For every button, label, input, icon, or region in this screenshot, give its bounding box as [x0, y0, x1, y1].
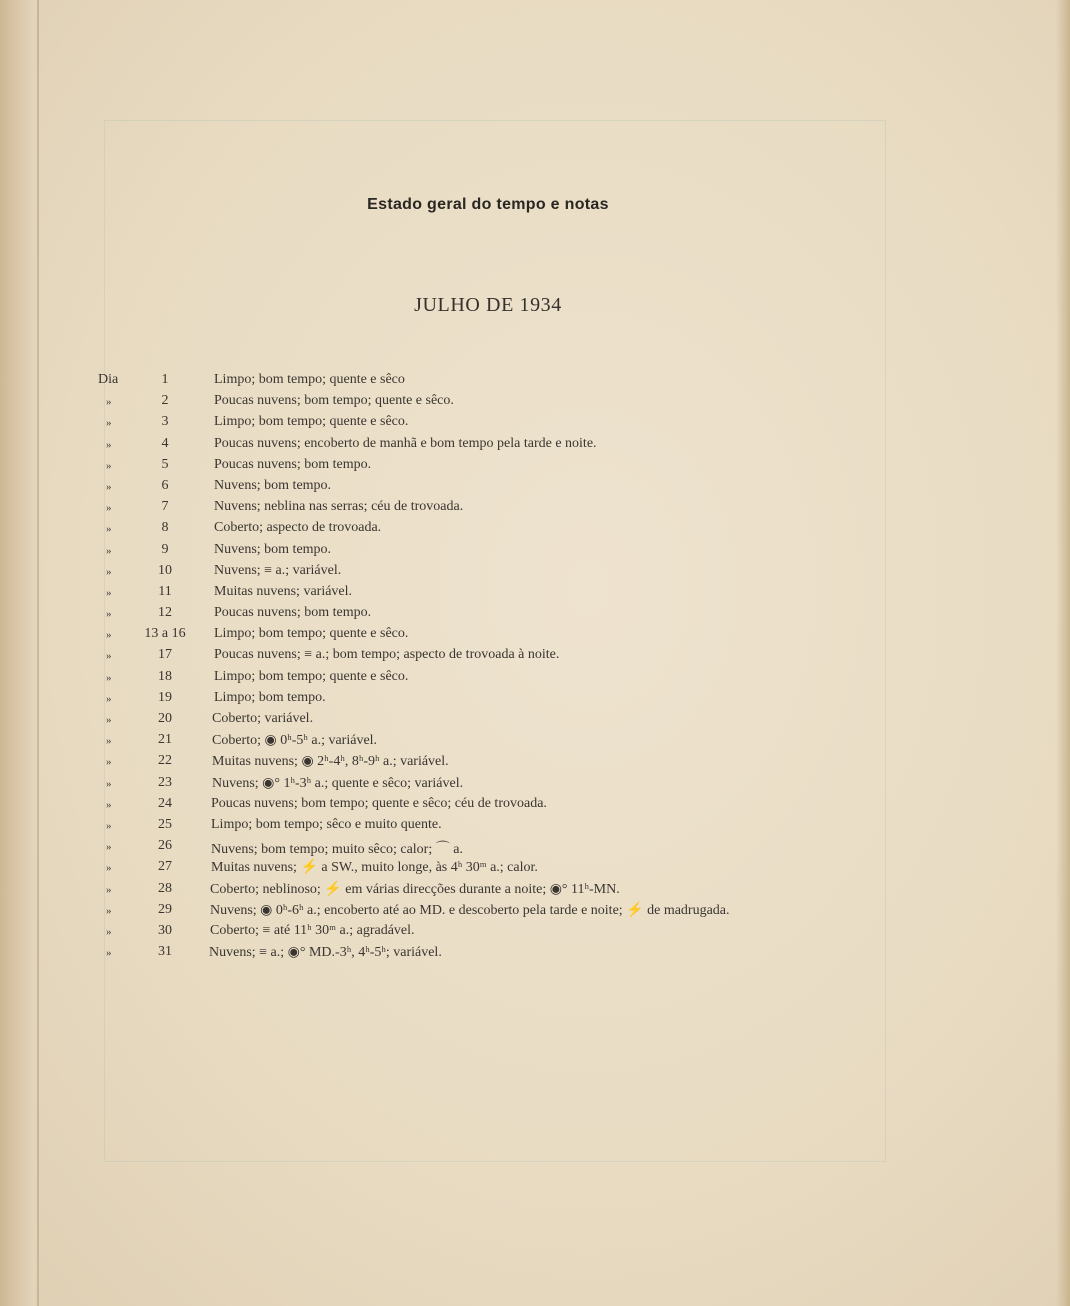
entry-day: 13 a 16 [144, 626, 186, 642]
ditto-mark: » [106, 671, 112, 684]
ditto-mark: » [106, 438, 112, 451]
entry-day: 28 [158, 880, 172, 896]
entry-text: Limpo; bom tempo. [214, 689, 326, 705]
entry-text: Poucas nuvens; ≡ a.; bom tempo; aspecto de trovoada à noite. [214, 647, 560, 663]
entry-day: 22 [158, 753, 172, 769]
entry-day: 7 [161, 499, 169, 515]
entry-day: 11 [158, 583, 172, 599]
entry-row [0, 669, 1070, 690]
page-heading: Estado geral do tempo e notas [367, 196, 609, 213]
entry-day: 10 [158, 562, 172, 578]
entry-text: Limpo; bom tempo; quente e sêco. [214, 668, 409, 684]
entry-row [0, 881, 1070, 902]
entry-day: 24 [158, 795, 172, 811]
entry-text: Nuvens; bom tempo. [214, 477, 332, 493]
ditto-mark: » [106, 608, 112, 621]
entry-day: 19 [158, 689, 172, 705]
entry-row [0, 690, 1070, 711]
entry-text: Limpo; bom tempo; sêco e muito quente. [211, 816, 442, 832]
entry-text: Poucas nuvens; bom tempo. [214, 605, 372, 621]
ditto-mark: » [106, 502, 112, 515]
entry-text: Nuvens; ≡ a.; ◉° MD.-3ʰ, 4ʰ-5ʰ; variável. [209, 945, 442, 961]
entry-day: 23 [158, 774, 172, 790]
entry-row [0, 817, 1070, 838]
entry-row [0, 436, 1070, 457]
entry-row [0, 584, 1070, 605]
entry-text: Limpo; bom tempo; quente e sêco [214, 372, 405, 387]
entry-text: Nuvens; neblina nas serras; céu de trovoada. [214, 499, 464, 515]
entry-row [0, 859, 1070, 880]
entry-day: 21 [158, 732, 172, 748]
entry-text: Nuvens; ◉° 1ʰ-3ʰ a.; quente e sêco; variável. [212, 775, 464, 791]
entry-day: 5 [161, 456, 169, 472]
entry-row [0, 796, 1070, 817]
month-title: JULHO DE 1934 [414, 294, 562, 316]
weather-entries-list [0, 372, 1070, 965]
entry-row [0, 732, 1070, 753]
ditto-mark: » [106, 883, 112, 896]
entry-row [0, 520, 1070, 541]
ditto-mark: » [106, 417, 112, 430]
ditto-mark: » [106, 480, 112, 493]
entry-row [0, 499, 1070, 520]
entry-text: Coberto; variável. [212, 711, 314, 726]
entry-day: 29 [158, 901, 172, 917]
entry-text: Limpo; bom tempo; quente e sêco. [214, 626, 409, 642]
ditto-mark: » [106, 650, 112, 663]
entry-row [0, 563, 1070, 584]
entry-text: Nuvens; bom tempo. [214, 541, 332, 557]
entry-day: 18 [158, 668, 172, 684]
entry-text: Coberto; aspecto de trovoada. [214, 520, 382, 536]
ditto-mark: » [106, 925, 112, 938]
entry-day: 17 [158, 647, 172, 663]
entry-day: 27 [158, 859, 172, 875]
entry-row [0, 775, 1070, 796]
entry-row [0, 372, 1070, 393]
entry-text: Nuvens; ≡ a.; variável. [214, 562, 342, 578]
entry-row [0, 457, 1070, 478]
entry-row [0, 838, 1070, 859]
entry-text: Coberto; ≡ até 11ʰ 30ᵐ a.; agradável. [210, 922, 415, 938]
entry-day: 8 [161, 520, 169, 536]
entry-row [0, 478, 1070, 499]
entry-day: 6 [161, 477, 169, 493]
entry-text: Muitas nuvens; ◉ 2ʰ-4ʰ, 8ʰ-9ʰ a.; variável. [212, 754, 449, 770]
entry-text: Poucas nuvens; bom tempo; quente e sêco; céu de trovoada. [211, 795, 547, 811]
entry-text: Poucas nuvens; encoberto de manhã e bom tempo pela tarde e noite. [214, 435, 597, 451]
entry-text: Coberto; ◉ 0ʰ-5ʰ a.; variável. [212, 733, 378, 749]
ditto-mark: » [106, 459, 112, 472]
ditto-mark: » [106, 565, 112, 578]
ditto-mark: » [106, 862, 112, 875]
ditto-mark: » [106, 735, 112, 748]
entry-day: 20 [158, 711, 172, 726]
ditto-mark: » [106, 396, 112, 409]
entry-text: Nuvens; bom tempo; muito sêco; calor; ⌒ a. [211, 842, 463, 858]
entry-day: 26 [158, 838, 172, 854]
entry-text: Poucas nuvens; bom tempo; quente e sêco. [214, 393, 454, 409]
entry-text: Nuvens; ◉ 0ʰ-6ʰ a.; encoberto até ao MD. e descoberto pela tarde e noite; ⚡ de madrugada. [210, 902, 730, 918]
entry-day: 30 [158, 922, 172, 938]
ditto-mark: » [106, 777, 112, 790]
entry-day: 3 [161, 414, 169, 430]
ditto-mark: » [106, 629, 112, 642]
ditto-mark: » [106, 756, 112, 769]
ditto-mark: » [106, 947, 112, 960]
entry-row [0, 393, 1070, 414]
entry-row [0, 753, 1070, 774]
entry-row [0, 711, 1070, 732]
entry-row [0, 626, 1070, 647]
entry-row [0, 902, 1070, 923]
entry-day: 31 [158, 944, 172, 960]
entry-text: Poucas nuvens; bom tempo. [214, 456, 372, 472]
entry-text: Muitas nuvens; ⚡ a SW., muito longe, às 4ʰ 30ᵐ a.; calor. [211, 860, 538, 876]
entry-day: 4 [161, 435, 169, 451]
entry-text: Limpo; bom tempo; quente e sêco. [214, 414, 409, 430]
ditto-mark: » [106, 714, 112, 726]
entry-day: 2 [161, 393, 169, 409]
entry-day: 1 [161, 372, 169, 387]
ditto-mark: » [106, 692, 112, 705]
entry-day: 25 [158, 816, 172, 832]
entry-row [0, 647, 1070, 668]
entry-row [0, 414, 1070, 435]
entry-row [0, 605, 1070, 626]
ditto-mark: » [106, 523, 112, 536]
entry-day: 12 [158, 605, 172, 621]
entry-row [0, 542, 1070, 563]
ditto-mark: » [106, 841, 112, 854]
ditto-mark: » [106, 544, 112, 557]
ditto-mark: » [106, 798, 112, 811]
ditto-mark: » [106, 904, 112, 917]
entry-text: Muitas nuvens; variável. [214, 583, 353, 599]
entry-row [0, 923, 1070, 944]
ditto-mark: » [106, 586, 112, 599]
entry-text: Coberto; neblinoso; ⚡ em várias direcções durante a noite; ◉° 11ʰ-MN. [210, 881, 620, 897]
ditto-mark: » [106, 819, 112, 832]
entry-row [0, 944, 1070, 965]
day-label: Dia [98, 372, 119, 387]
entry-day: 9 [161, 541, 169, 557]
